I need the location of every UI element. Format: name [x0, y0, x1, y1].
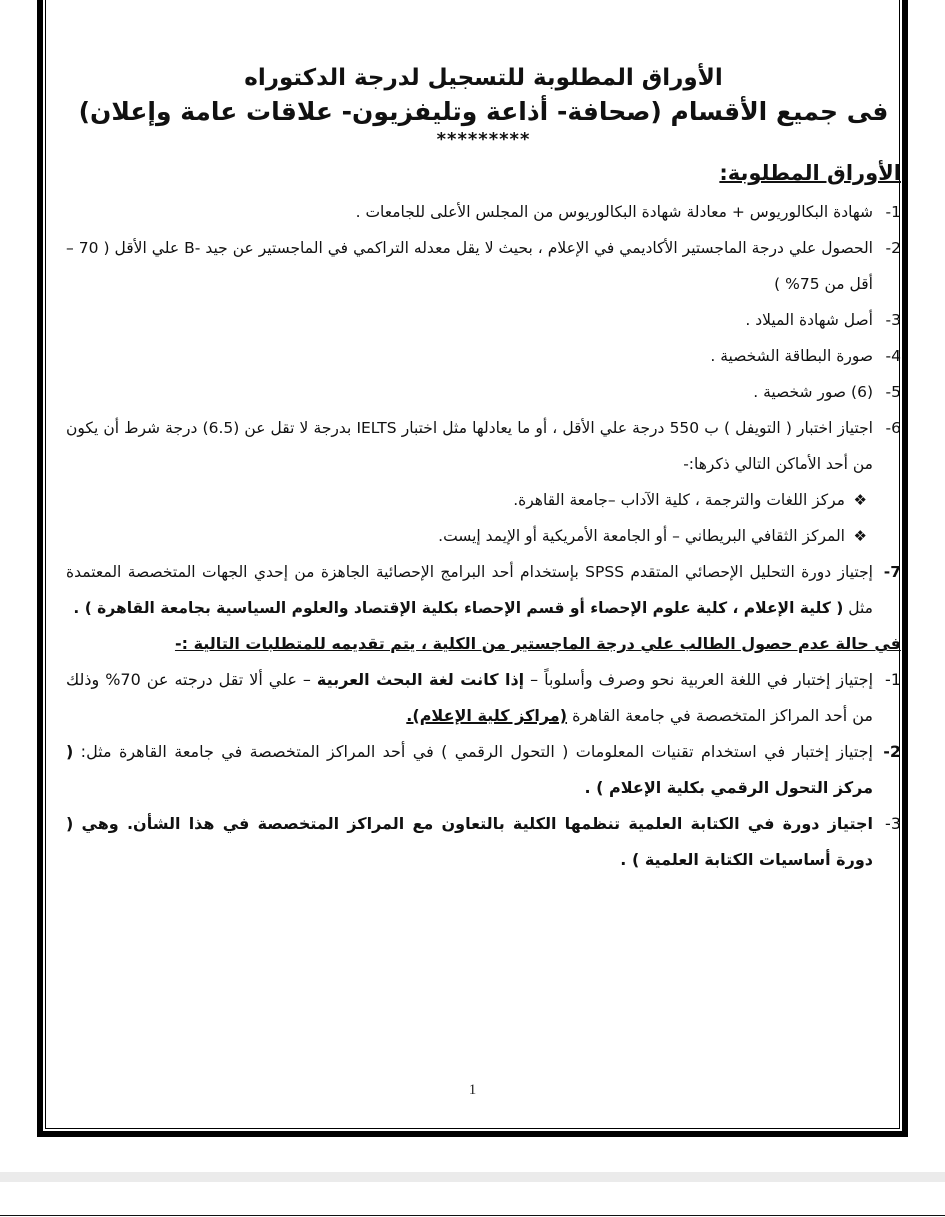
list-item — [66, 194, 901, 230]
item-number: -6 — [885, 419, 901, 437]
item-text: أصل شهادة الميلاد . — [745, 311, 873, 329]
next-page-top-edge — [0, 1215, 945, 1216]
bullet-text: مركز اللغات والترجمة ، كلية الآداب –جامعة القاهرة. — [513, 491, 845, 509]
item-text: شهادة البكالوريوس + معادلة شهادة البكالوريوس من المجلس الأعلى للجامعات . — [355, 203, 873, 221]
item-text — [66, 554, 877, 626]
stars-separator: ********* — [436, 129, 531, 150]
item-text-underlined: (مراكز كلية الإعلام). — [406, 706, 568, 725]
item-text-bold: اجتياز دورة في الكتابة العلمية تنظمها الكلية بالتعاون مع المراكز المتخصصة في هذا الشأن. وهي ( دورة أساسيات الكتابة العلمية ) . — [66, 814, 873, 869]
item-text: اجتياز اختبار ( التويفل ) ب 550 درجة علي الأقل ، أو ما يعادلها مثل اختبار IELTS بدرجة لا تقل عن (6.5) درجة شرط أن يكون من أحد الأماكن التالي ذكرها:- — [66, 419, 873, 473]
item-number: -1 — [885, 203, 901, 221]
item-text: صورة البطاقة الشخصية . — [710, 347, 873, 365]
item-number: -4 — [885, 347, 901, 365]
item-number: -3 — [885, 814, 901, 833]
item-text-regular: إجتياز إختبار في استخدام تقنيات المعلومات ( التحول الرقمي ) في أحد المراكز المتخصصة في جامعة القاهرة مثل: — [73, 742, 873, 761]
document-title: الأوراق المطلوبة للتسجيل لدرجة الدكتوراه — [244, 65, 723, 91]
test-centers-list — [66, 482, 901, 554]
conditional-note: في حالة عدم حصول الطالب علي درجة الماجستير من الكلية ، يتم تقديمه للمتطلبات التالية :- — [174, 634, 901, 653]
document-content — [66, 62, 901, 878]
item-number: -2 — [883, 742, 901, 761]
requirement-item — [66, 662, 901, 734]
requirement-item — [66, 734, 901, 806]
list-item — [66, 374, 901, 410]
required-papers-list — [66, 194, 901, 482]
list-item — [66, 554, 901, 626]
section-heading: الأوراق المطلوبة: — [719, 161, 901, 185]
item-text-bold: إذا كانت لغة البحث العربية — [316, 670, 525, 689]
document-subtitle: فى جميع الأقسام (صحافة- أذاعة وتليفزيون- علاقات عامة وإعلان) — [78, 97, 889, 126]
item-number: -5 — [885, 383, 901, 401]
item-number: -7 — [883, 563, 901, 581]
diamond-bullet-icon: ❖ — [853, 527, 867, 545]
item-number: -1 — [885, 670, 901, 689]
item-text: (6) صور شخصية . — [753, 383, 873, 401]
page-separator — [0, 1172, 945, 1182]
item-text-regular: إجتياز دورة التحليل الإحصائي المتقدم SPSS بإستخدام أحد البرامج الإحصائية الجاهزة من إحدي الجهات المتخصصة المعتمدة مثل — [66, 563, 873, 617]
page-number: 1 — [468, 1082, 477, 1098]
item-text: الحصول علي درجة الماجستير الأكاديمي في الإعلام ، بحيث لا يقل معدله التراكمي في الماجستير عن جيد -B علي الأقل ( 70 – أقل من 75% ) — [66, 239, 873, 293]
list-item — [66, 338, 901, 374]
additional-requirements-list — [66, 662, 901, 878]
item-number: -3 — [885, 311, 901, 329]
item-text — [66, 734, 877, 806]
item-text-bold: ( كلية الإعلام ، كلية علوم الإحصاء أو قسم الإحصاء بكلية الإقتصاد والعلوم السياسية بجامعة القاهرة ) . — [73, 599, 844, 617]
item-text-regular-2: – علي ألا تقل درجته عن 70% وذلك من أحد المراكز المتخصصة في جامعة القاهرة — [66, 670, 873, 725]
item-text-bold: ( مركز التحول الرقمي بكلية الإعلام ) . — [66, 742, 873, 797]
list-item — [66, 230, 901, 302]
bullet-item — [66, 518, 867, 554]
item-text — [66, 662, 877, 734]
diamond-bullet-icon: ❖ — [853, 491, 867, 509]
bullet-item — [66, 482, 867, 518]
item-number: -2 — [885, 239, 901, 257]
list-item — [66, 410, 901, 482]
bullet-text: المركز الثقافي البريطاني – أو الجامعة الأمريكية أو الإيمد إيست. — [438, 527, 845, 545]
item-text-regular: إجتياز إختبار في اللغة العربية نحو وصرف وأسلوباً – — [524, 670, 874, 689]
requirement-item — [66, 806, 901, 878]
list-item — [66, 302, 901, 338]
required-papers-list-continued — [66, 554, 901, 626]
